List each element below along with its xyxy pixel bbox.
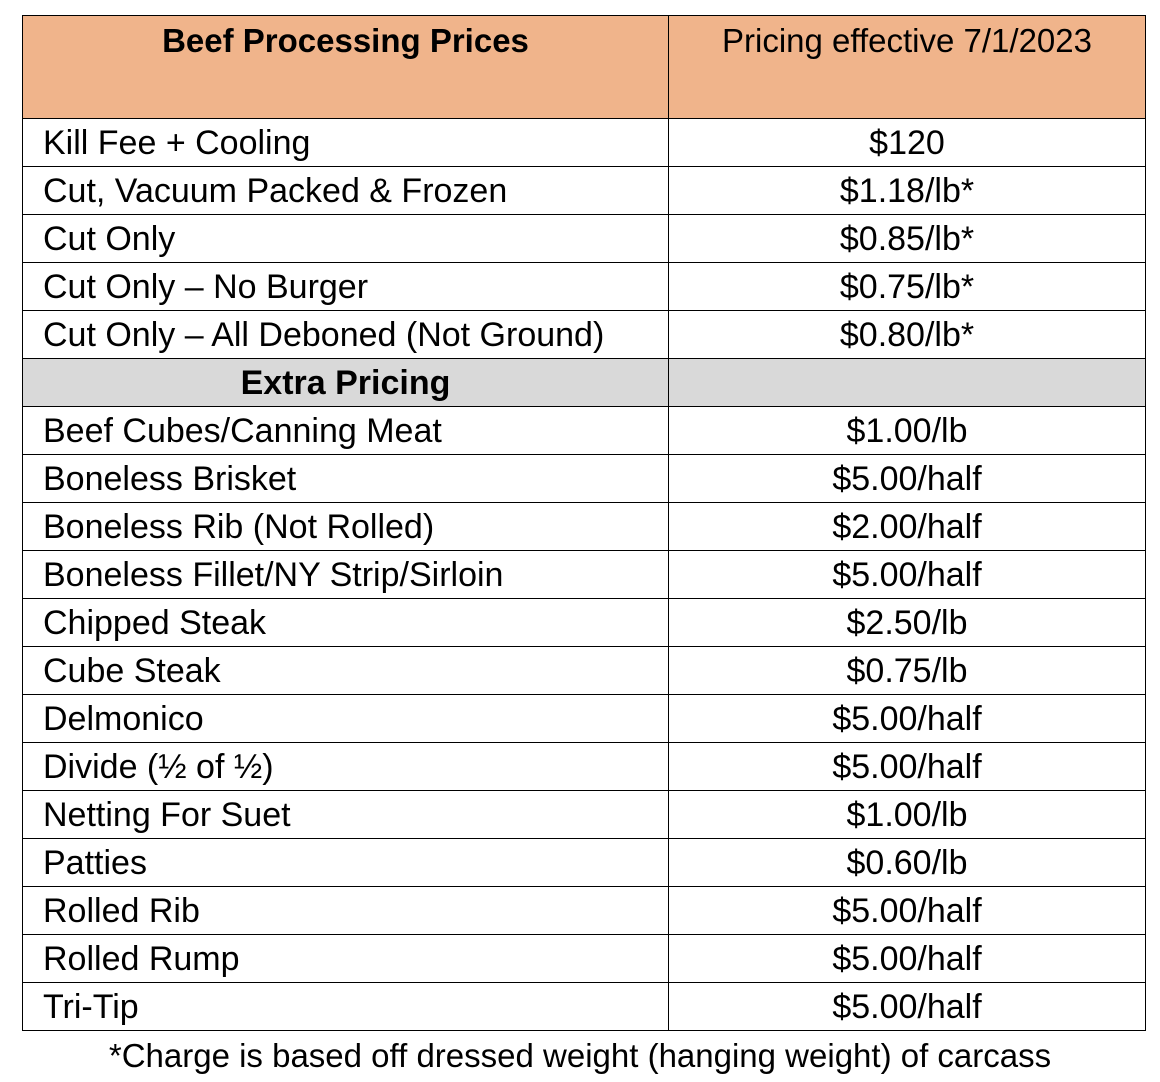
table-row bbox=[23, 695, 1146, 743]
item-price: $0.75/lb bbox=[669, 647, 1146, 695]
table-row bbox=[23, 983, 1146, 1031]
item-name: Netting For Suet bbox=[23, 791, 669, 839]
item-price: $0.85/lb* bbox=[669, 215, 1146, 263]
item-price: $5.00/half bbox=[669, 887, 1146, 935]
item-name: Cut Only – No Burger bbox=[23, 263, 669, 311]
item-price: $5.00/half bbox=[669, 983, 1146, 1031]
item-name: Patties bbox=[23, 839, 669, 887]
table-row bbox=[23, 935, 1146, 983]
item-name: Kill Fee + Cooling bbox=[23, 119, 669, 167]
table-row bbox=[23, 599, 1146, 647]
item-name: Divide (½ of ½) bbox=[23, 743, 669, 791]
table-row bbox=[23, 119, 1146, 167]
item-price: $120 bbox=[669, 119, 1146, 167]
extra-pricing-label: Extra Pricing bbox=[23, 359, 669, 407]
item-name: Rolled Rump bbox=[23, 935, 669, 983]
item-name: Boneless Rib (Not Rolled) bbox=[23, 503, 669, 551]
price-table-body bbox=[23, 16, 1146, 1031]
table-title: Beef Processing Prices bbox=[23, 16, 669, 119]
item-price: $0.60/lb bbox=[669, 839, 1146, 887]
table-row bbox=[23, 263, 1146, 311]
item-price: $1.00/lb bbox=[669, 791, 1146, 839]
extra-pricing-empty-cell bbox=[669, 359, 1146, 407]
item-price: $0.75/lb* bbox=[669, 263, 1146, 311]
item-name: Chipped Steak bbox=[23, 599, 669, 647]
table-row bbox=[23, 503, 1146, 551]
table-row bbox=[23, 551, 1146, 599]
item-name: Cut Only bbox=[23, 215, 669, 263]
item-name: Beef Cubes/Canning Meat bbox=[23, 407, 669, 455]
pricing-effective-date: Pricing effective 7/1/2023 bbox=[669, 16, 1146, 119]
item-price: $1.18/lb* bbox=[669, 167, 1146, 215]
item-price: $5.00/half bbox=[669, 551, 1146, 599]
table-header-row bbox=[23, 16, 1146, 119]
item-name: Cut Only – All Deboned (Not Ground) bbox=[23, 311, 669, 359]
item-name: Boneless Fillet/NY Strip/Sirloin bbox=[23, 551, 669, 599]
table-row bbox=[23, 887, 1146, 935]
item-price: $5.00/half bbox=[669, 743, 1146, 791]
item-price: $5.00/half bbox=[669, 935, 1146, 983]
extra-pricing-section-header bbox=[23, 359, 1146, 407]
item-price: $0.80/lb* bbox=[669, 311, 1146, 359]
item-name: Rolled Rib bbox=[23, 887, 669, 935]
table-row bbox=[23, 743, 1146, 791]
table-row bbox=[23, 215, 1146, 263]
item-name: Tri-Tip bbox=[23, 983, 669, 1031]
price-table bbox=[22, 15, 1146, 1031]
table-row bbox=[23, 311, 1146, 359]
item-price: $2.00/half bbox=[669, 503, 1146, 551]
table-row bbox=[23, 791, 1146, 839]
item-price: $2.50/lb bbox=[669, 599, 1146, 647]
table-row bbox=[23, 839, 1146, 887]
item-price: $1.00/lb bbox=[669, 407, 1146, 455]
item-price: $5.00/half bbox=[669, 695, 1146, 743]
table-row bbox=[23, 647, 1146, 695]
item-price: $5.00/half bbox=[669, 455, 1146, 503]
item-name: Cut, Vacuum Packed & Frozen bbox=[23, 167, 669, 215]
item-name: Delmonico bbox=[23, 695, 669, 743]
footnote: *Charge is based off dressed weight (hanging weight) of carcass bbox=[108, 1037, 1052, 1074]
table-row bbox=[23, 455, 1146, 503]
item-name: Boneless Brisket bbox=[23, 455, 669, 503]
item-name: Cube Steak bbox=[23, 647, 669, 695]
table-row bbox=[23, 167, 1146, 215]
table-row bbox=[23, 407, 1146, 455]
